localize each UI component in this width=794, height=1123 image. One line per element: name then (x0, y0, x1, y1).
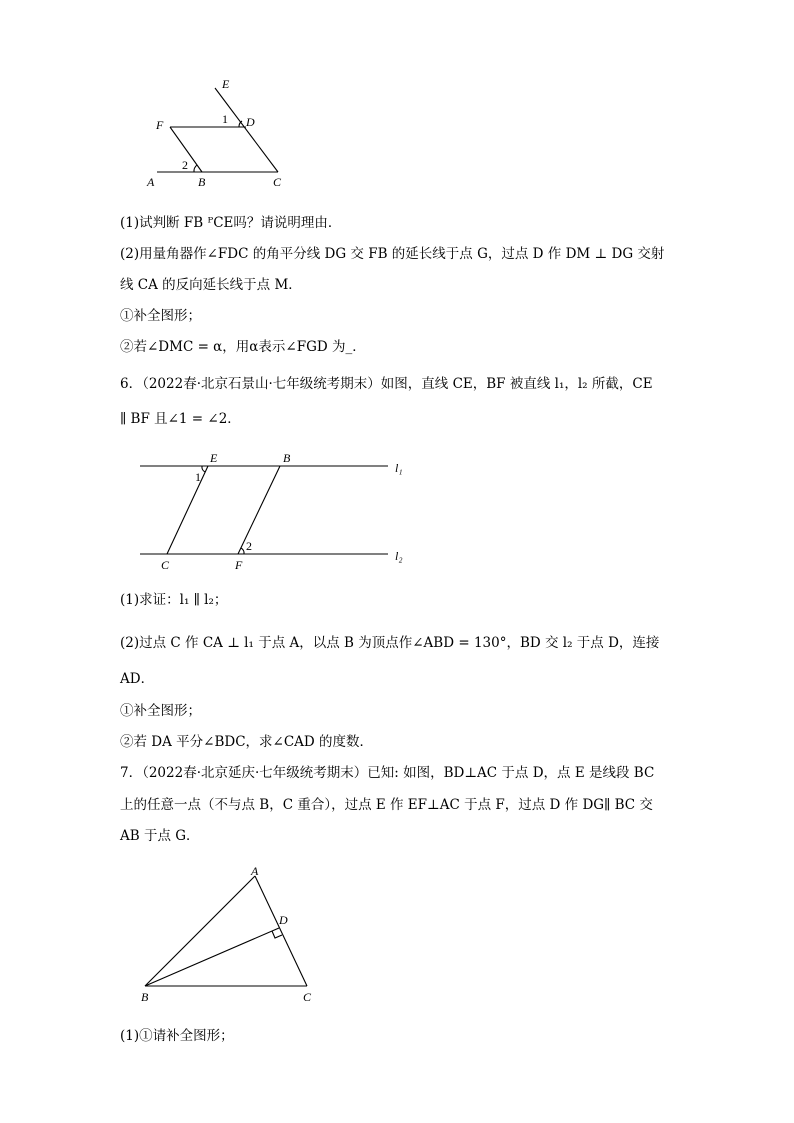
q5-step2: ②若∠DMC = α，用α表示∠FGD 为_． (120, 339, 366, 355)
label-C: C (273, 175, 282, 189)
angle-2-arc (194, 165, 197, 172)
q6-header-line2: ∥ BF 且∠1 = ∠2． (120, 411, 241, 427)
label-l1: l₁ (395, 461, 403, 475)
line-ec (215, 88, 278, 172)
line-ac (255, 876, 307, 986)
label-D: D (246, 115, 255, 129)
label-E: E (222, 77, 230, 91)
q6-part1: (1)求证：l₁ ∥ l₂； (120, 592, 228, 608)
label-B: B (141, 990, 149, 1004)
label-C: C (303, 990, 312, 1004)
q6-step1: ①补全图形； (120, 703, 201, 719)
line-ce (167, 466, 208, 554)
q7-header-line1: 7．（2022春·北京延庆·七年级统考期末）已知: 如图，BD⊥AC 于点 D，点 E 是线段 BC (120, 765, 655, 781)
label-C: C (161, 558, 170, 572)
right-angle-mark (272, 931, 282, 938)
line-ab (145, 876, 255, 986)
label-2: 2 (182, 158, 188, 172)
label-E: E (210, 451, 218, 465)
angle-1-arc (202, 466, 205, 472)
figure-parallelogram (140, 72, 300, 197)
label-B: B (198, 175, 206, 189)
label-1: 1 (195, 470, 201, 484)
label-F: F (156, 118, 164, 132)
q7-header-line2: 上的任意一点（不与点 B，C 重合），过点 E 作 EF⊥AC 于点 F，过点 D 作 DG∥ BC 交 (120, 797, 653, 813)
q7-header-line3: AB 于点 G． (120, 828, 200, 844)
q5-step1: ①补全图形； (120, 308, 201, 324)
label-1: 1 (222, 112, 228, 126)
q6-step2: ②若 DA 平分∠BDC，求∠CAD 的度数． (120, 734, 374, 750)
label-2: 2 (246, 539, 252, 553)
q7-part1: (1)①请补全图形； (120, 1028, 234, 1044)
angle-2-arc (241, 548, 244, 554)
q6-part2-line1: (2)过点 C 作 CA ⊥ l₁ 于点 A，以点 B 为顶点作∠ABD = 130°，BD 交 l₂ 于点 D，连接 (120, 635, 660, 651)
q5-part2-line2: 线 CA 的反向延长线于点 M． (120, 277, 302, 293)
label-A: A (251, 864, 259, 878)
q6-part2-line2: AD． (120, 671, 155, 687)
q5-part1: (1)试判断 FB ᴾCE吗？请说明理由． (120, 215, 342, 231)
label-F: F (235, 558, 243, 572)
figure-parallel-lines (130, 445, 420, 580)
label-A: A (147, 175, 155, 189)
q5-part2-line1: (2)用量角器作∠FDC 的角平分线 DG 交 FB 的延长线于点 G，过点 D 作 DM ⊥ DG 交射 (120, 246, 665, 262)
line-fb (238, 466, 280, 554)
label-B: B (283, 451, 291, 465)
label-l2: l₂ (395, 549, 403, 563)
q6-header-line1: 6．（2022春·北京石景山·七年级统考期末）如图，直线 CE，BF 被直线 l₁，l₂ 所截，CE (120, 376, 653, 392)
line-bd (145, 928, 279, 986)
label-D: D (279, 913, 288, 927)
figure-triangle (135, 860, 335, 1010)
